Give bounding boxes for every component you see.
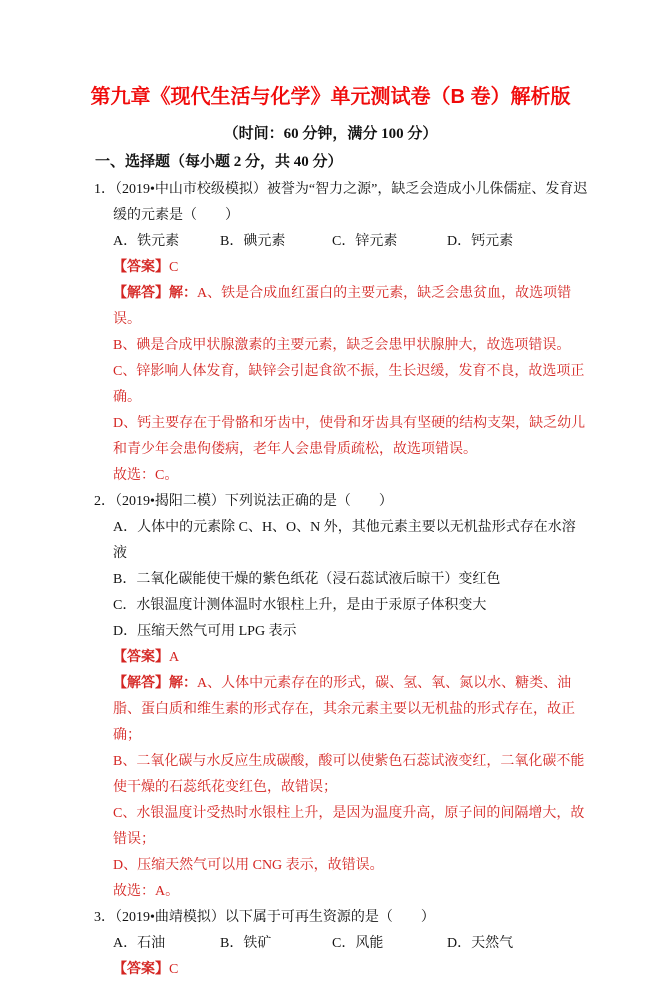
options — [113, 931, 589, 957]
page-title: 第九章《现代生活与化学》单元测试卷（B 卷）解析版 — [90, 86, 571, 108]
answer-line — [113, 957, 589, 983]
option: C．水银温度计测体温时水银柱上升，是由于汞原子体积变大 — [113, 598, 487, 613]
answer-label: 【答案】 — [113, 962, 169, 977]
option: A．石油 — [113, 936, 166, 951]
explanation-conclusion: 故选：A。 — [113, 884, 180, 899]
answer-line — [113, 255, 589, 281]
answer-label: 【答案】 — [113, 260, 169, 275]
option: B．碘元素 — [220, 234, 286, 249]
options — [113, 229, 589, 255]
explanation-line: 【解答】解：A、铁是合成血红蛋白的主要元素，缺乏会患贫血，故选项错误。 — [113, 286, 572, 327]
explanation-line: 【解答】解：A、人体中元素存在的形式，碳、氢、氧、氮以水、糖类、油脂、蛋白质和维生素的形式存在，其余元素主要以无机盐的形式存在，故正确； — [113, 676, 575, 743]
explanation-line: B、碘是合成甲状腺激素的主要元素，缺乏会患甲状腺肿大，故选项错误。 — [113, 338, 571, 353]
explanation — [113, 281, 589, 489]
answer-value: A — [169, 650, 180, 665]
section-heading-choice-questions: 一、选择题（每小题 2 分，共 40 分） — [95, 154, 343, 170]
question-stem: 1．（2019•中山市校级模拟）被誉为“智力之源”，缺乏会造成小儿侏儒症、发育迟缓的元素是（ ） — [94, 182, 588, 223]
answer-label: 【答案】 — [113, 650, 169, 665]
option: C．风能 — [332, 936, 384, 951]
answer-line — [113, 645, 589, 671]
question-stem: 2．（2019•揭阳二模）下列说法正确的是（ ） — [94, 494, 393, 509]
question — [94, 905, 589, 983]
question — [94, 177, 589, 489]
exam-time-score-subtitle: （时间：60 分钟，满分 100 分） — [223, 126, 438, 142]
option: D．压缩天然气可用 LPG 表示 — [113, 624, 297, 639]
options — [113, 515, 589, 645]
explanation — [113, 671, 589, 905]
option: B．铁矿 — [220, 936, 272, 951]
answer-value: C — [169, 962, 179, 977]
explanation-label: 【解答】解： — [113, 676, 197, 691]
option: A．人体中的元素除 C、H、O、N 外，其他元素主要以无机盐形式存在水溶液 — [113, 520, 576, 561]
explanation-line: D、钙主要存在于骨骼和牙齿中，使骨和牙齿具有坚硬的结构支架，缺乏幼儿和青少年会患佝偻病，老年人会患骨质疏松，故选项错误。 — [113, 416, 586, 457]
option: C．锌元素 — [332, 234, 398, 249]
explanation-line: C、水银温度计受热时水银柱上升，是因为温度升高，原子间的间隔增大，故错误； — [113, 806, 585, 847]
option: D．天然气 — [447, 936, 514, 951]
explanation-line: B、二氧化碳与水反应生成碳酸，酸可以使紫色石蕊试液变红，二氧化碳不能使干燥的石蕊纸花变红色，故错误； — [113, 754, 585, 795]
question — [94, 489, 589, 905]
explanation-label: 【解答】解： — [113, 286, 197, 301]
explanation-conclusion: 故选：C。 — [113, 468, 179, 483]
answer-value: C — [169, 260, 179, 275]
explanation-line: C、锌影响人体发育，缺锌会引起食欲不振，生长迟缓，发育不良，故选项正确。 — [113, 364, 585, 405]
option: B．二氧化碳能使干燥的紫色纸花（浸石蕊试液后晾干）变红色 — [113, 572, 501, 587]
option: D．钙元素 — [447, 234, 514, 249]
question-stem: 3．（2019•曲靖模拟）以下属于可再生资源的是（ ） — [94, 910, 435, 925]
option: A．铁元素 — [113, 234, 180, 249]
explanation-line: D、压缩天然气可以用 CNG 表示，故错误。 — [113, 858, 384, 873]
questions — [0, 177, 661, 983]
